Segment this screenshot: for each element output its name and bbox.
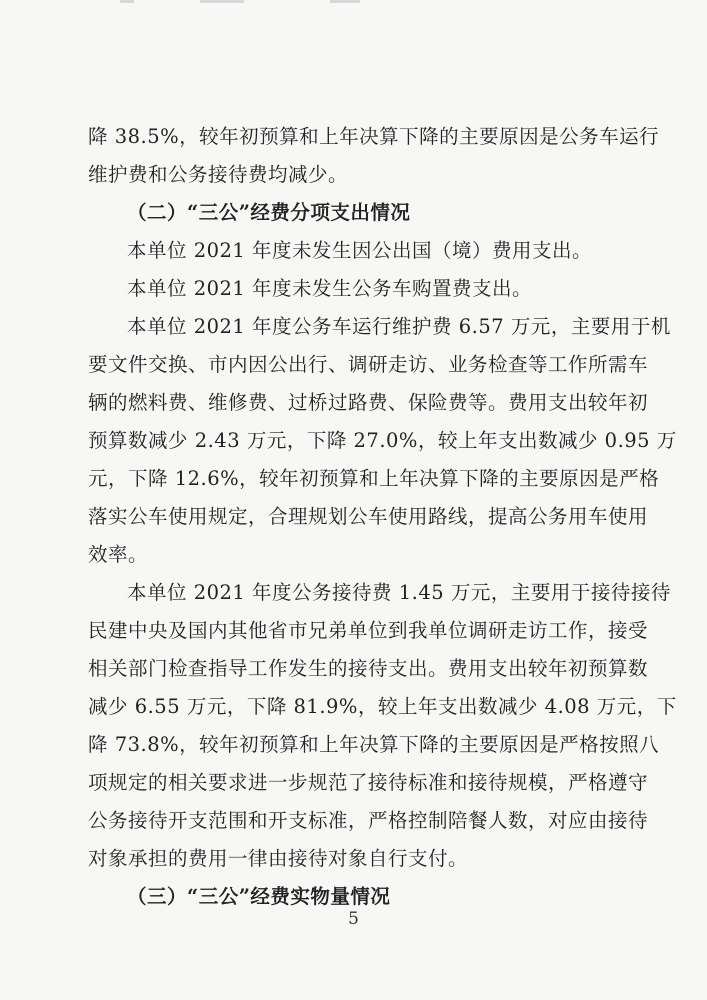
page-number: 5	[348, 909, 359, 929]
body-line: 对象承担的费用一律由接待对象自行支付。	[88, 847, 469, 870]
scan-mark	[330, 0, 360, 3]
body-line: 本单位 2021 年度公务接待费 1.45 万元，主要用于接待接待	[127, 581, 671, 604]
body-line: 项规定的相关要求进一步规范了接待标准和接待规模，严格遵守	[88, 771, 649, 794]
body-line: 元，下降 12.6%，较年初预算和上年决算下降的主要原因是严格	[88, 467, 660, 490]
body-line: 本单位 2021 年度未发生公务车购置费支出。	[127, 277, 533, 300]
body-line: 辆的燃料费、维修费、过桥过路费、保险费等。费用支出较年初	[88, 391, 649, 414]
body-line: 降 38.5%，较年初预算和上年决算下降的主要原因是公务车运行	[88, 125, 660, 148]
body-line: 公务接待开支范围和开支标准，严格控制陪餐人数，对应由接待	[88, 809, 649, 832]
body-line: 预算数减少 2.43 万元，下降 27.0%，较上年支出数减少 0.95 万	[88, 429, 677, 452]
body-line: 维护费和公务接待费均减少。	[88, 163, 349, 186]
scan-mark	[120, 0, 134, 3]
scan-mark	[200, 0, 244, 3]
body-line: 降 73.8%，较年初预算和上年决算下降的主要原因是严格按照八	[88, 733, 660, 756]
body-line: 本单位 2021 年度未发生因公出国（境）费用支出。	[127, 239, 593, 262]
body-line: 减少 6.55 万元，下降 81.9%，较上年支出数减少 4.08 万元，下	[88, 695, 677, 718]
body-line: 相关部门检查指导工作发生的接待支出。费用支出较年初预算数	[88, 657, 649, 680]
section-heading: （二）“三公”经费分项支出情况	[127, 201, 411, 224]
body-line: 民建中央及国内其他省市兄弟单位到我单位调研走访工作，接受	[88, 619, 649, 642]
section-heading: （三）“三公”经费实物量情况	[127, 885, 391, 908]
body-line: 落实公车使用规定，合理规划公车使用路线，提高公务用车使用	[88, 505, 649, 528]
body-line: 要文件交换、市内因公出行、调研走访、业务检查等工作所需车	[88, 353, 649, 376]
body-line: 效率。	[88, 543, 149, 566]
body-line: 本单位 2021 年度公务车运行维护费 6.57 万元，主要用于机	[127, 315, 671, 338]
